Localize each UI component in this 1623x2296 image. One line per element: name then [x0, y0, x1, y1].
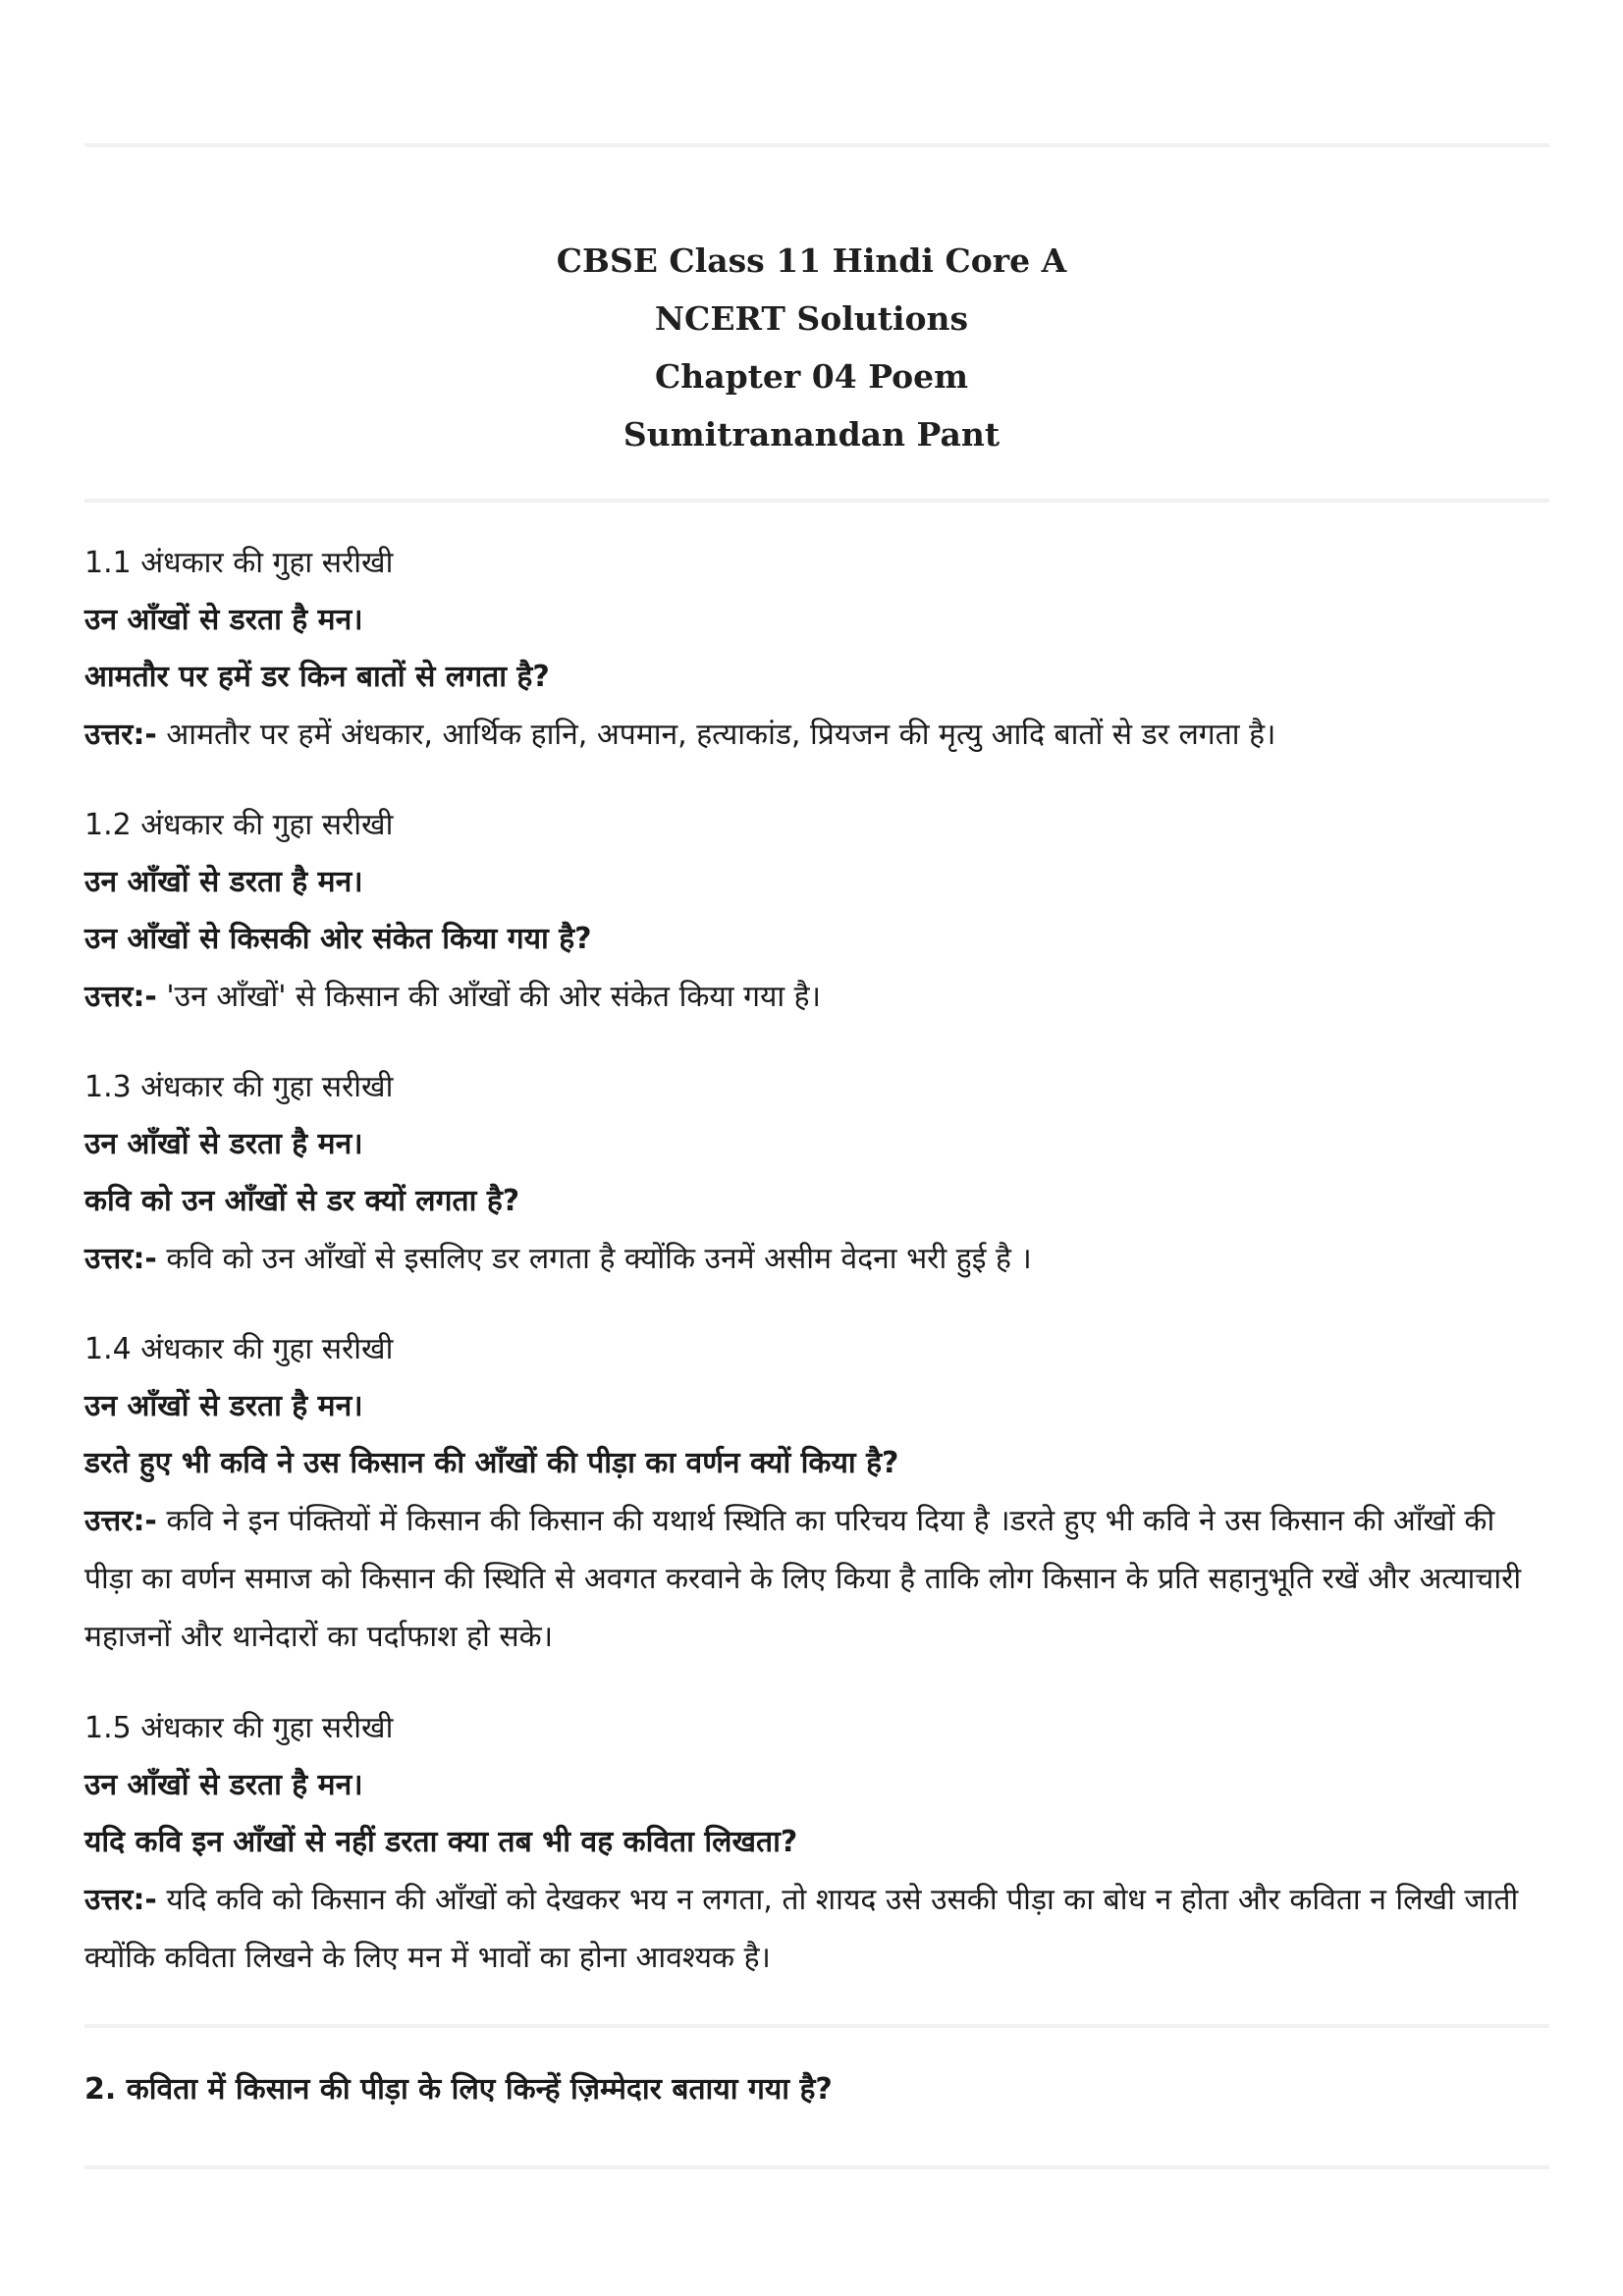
question-block-1-5 [84, 1700, 1549, 1987]
question-number-line: 1.2 अंधकार की गुहा सरीखी [84, 808, 394, 842]
answer-paragraph [84, 1230, 1549, 1288]
question-text: डरते हुए भी कवि ने उस किसान की आँखों की पीड़ा का वर्णन क्यों किया है? [84, 1446, 899, 1480]
answer-paragraph [84, 968, 1549, 1026]
answer-label: उत्तर:- [84, 1242, 157, 1276]
question-block-1-4 [84, 1321, 1549, 1666]
answer-text: यदि कवि को किसान की आँखों को देखकर भय न लगता, तो शायद उसे उसकी पीड़ा का बोध न होता और कविता न लिखी जाती क्योंकि कविता लिखने के लिए मन में भावों का होना आवश्यक है। [84, 1883, 1519, 1975]
question-block-1-2 [84, 797, 1549, 1026]
answer-text: कवि को उन आँखों से इसलिए डर लगता है क्योंकि उनमें असीम वेदना भरी हुई है । [156, 1242, 1032, 1276]
question-number-line: 1.5 अंधकार की गुहा सरीखी [84, 1711, 394, 1745]
header-author: Sumitranandan Pant [622, 415, 1001, 454]
answer-text: कवि ने इन पंक्तियों में किसान की किसान की यथार्थ स्थिति का परिचय दिया है ।डरते हुए भी कवि ने उस किसान की आँखों की पीड़ा का वर्णन समाज को किसान की स्थिति से अवगत करवाने के लिए किया है ताकि लोग किसान के प्रति सहानुभूति रखें और अत्याचारी महाजनों और थानेदारों का पर्दाफाश हो सके। [84, 1504, 1522, 1654]
question-text: यदि कवि इन आँखों से नहीं डरता क्या तब भी वह कविता लिखता? [84, 1825, 798, 1859]
question-text: उन आँखों से किसकी ओर संकेत किया गया है? [84, 922, 592, 956]
question-number-line: 1.4 अंधकार की गुहा सरीखी [84, 1332, 394, 1366]
header-chapter: Chapter 04 Poem [654, 357, 969, 396]
document-header [0, 232, 1623, 463]
answer-text: आमतौर पर हमें अंधकार, आर्थिक हानि, अपमान, हत्याकांड, प्रियजन की मृत्यु आदि बातों से डर लगता है। [156, 718, 1276, 752]
question-block-1-3 [84, 1059, 1549, 1288]
question-verse-line: उन आँखों से डरता है मन। [84, 1127, 363, 1161]
question-verse-line: उन आँखों से डरता है मन। [84, 603, 363, 637]
bottom-divider [84, 2165, 1549, 2169]
question-verse-line: उन आँखों से डरता है मन। [84, 1389, 363, 1423]
top-divider [84, 143, 1549, 147]
question-2-text: 2. कविता में किसान की पीड़ा के लिए किन्हें ज़िम्मेदार बताया गया है? [84, 2072, 833, 2107]
answer-label: उत्तर:- [84, 980, 157, 1014]
question-number-line: 1.3 अंधकार की गुहा सरीखी [84, 1070, 394, 1104]
answer-paragraph [84, 706, 1549, 764]
section-divider [84, 2024, 1549, 2028]
answer-label: उत्तर:- [84, 1504, 157, 1538]
answer-paragraph [84, 1492, 1549, 1666]
question-verse-line: उन आँखों से डरता है मन। [84, 865, 363, 899]
answer-text: 'उन आँखों' से किसान की आँखों की ओर संकेत किया गया है। [156, 980, 821, 1014]
question-text: आमतौर पर हमें डर किन बातों से लगता है? [84, 660, 550, 694]
question-verse-line: उन आँखों से डरता है मन। [84, 1768, 363, 1802]
header-divider [84, 499, 1549, 503]
header-subtitle: NCERT Solutions [654, 299, 969, 338]
answer-paragraph [84, 1871, 1549, 1987]
answer-label: उत्तर:- [84, 1883, 157, 1917]
header-title: CBSE Class 11 Hindi Core A [556, 241, 1067, 280]
question-number-line: 1.1 अंधकार की गुहा सरीखी [84, 546, 394, 580]
question-text: कवि को उन आँखों से डर क्यों लगता है? [84, 1184, 520, 1218]
question-block-1-1 [84, 535, 1549, 764]
answer-label: उत्तर:- [84, 718, 157, 752]
